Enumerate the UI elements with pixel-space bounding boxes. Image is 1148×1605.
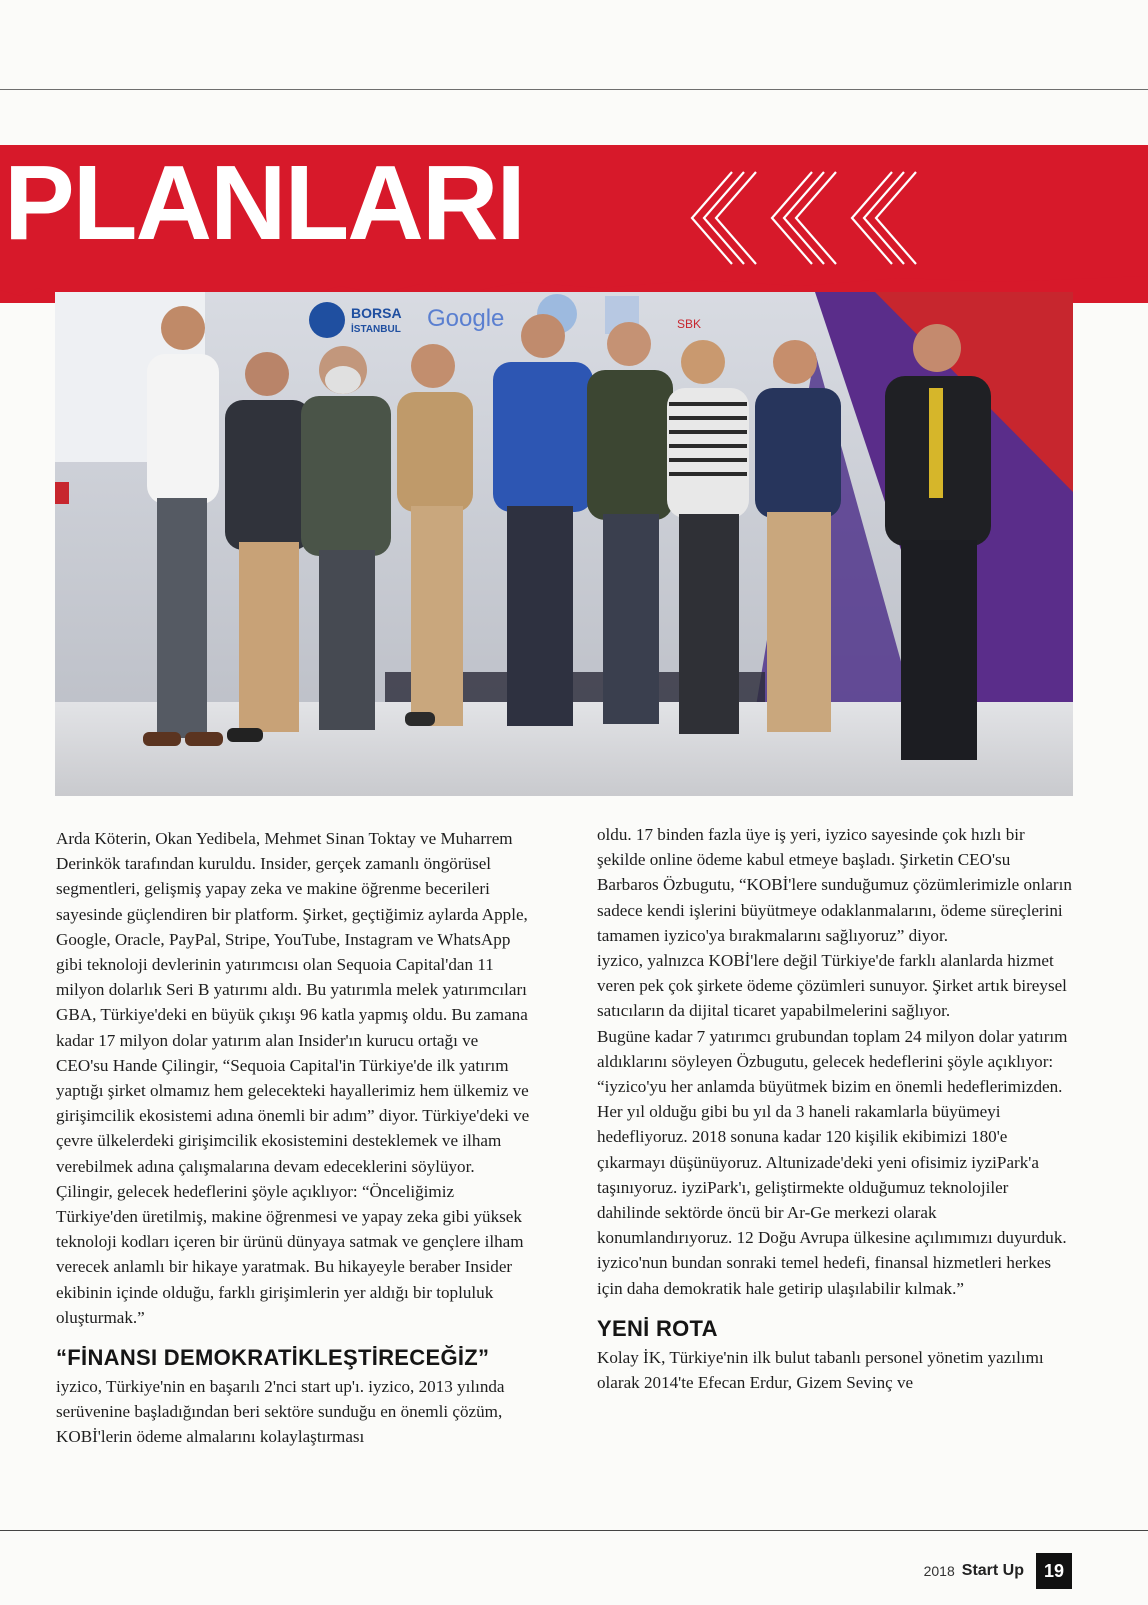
chevron-decoration-icon bbox=[688, 168, 928, 268]
article-column-left bbox=[56, 826, 531, 1450]
headline: PLANLARI bbox=[4, 144, 524, 262]
group-photo-illustration bbox=[55, 292, 1073, 796]
article-paragraph: “iyzico'yu her anlamda büyütmek bizim en önemli hedeflerimizden. Her yıl olduğu gibi bu yıl da 3 haneli rakamlarla büyümeyi hedefliyoruz. 2018 sonuna kadar 120 kişilik ekibimizi 180'e çıkarmayı düşünüyoruz. Altunizade'deki yeni ofisimiz iyziPark'a taşınıyoruz. iyziPark'ı, geliştirmekte olduğumuz teknolojiler dahilinde sektörde öncü bir Ar-Ge merkezi olarak konumlandırıyoruz. 12 Doğu Avrupa ülkesine açılımımızı duyurduk. iyzico'nun bundan sonraki temel hedefi, finansal hizmetleri herkes için daha demokratik hale getirip ulaşılabilir kılmak.” bbox=[597, 1077, 1067, 1298]
person-8 bbox=[755, 340, 841, 732]
article-paragraph: iyzico, Türkiye'nin en başarılı 2'nci start up'ı. iyzico, 2013 yılında serüvenine başladığından beri sektöre sunduğu en önemli çözüm, KOBİ'lerin ödeme almalarını kolaylaştırması bbox=[56, 1377, 505, 1447]
article-paragraph: oldu. 17 binden fazla üye iş yeri, iyzico sayesinde çok hızlı bir şekilde online ödeme kabul etmeye başladı. Şirketin CEO'su Barbaros Özbugutu, “KOBİ'lere sunduğumuz çözümlerimizle onların sadece kendi işlerini büyütmeye odaklanmalarını, ödeme süreçlerini tamamen iyzico'ya bırakmalarını sağlıyoruz” diyor. bbox=[597, 825, 1072, 945]
article-paragraph: iyzico, yalnızca KOBİ'lere değil Türkiye'de farklı alanlarda hizmet veren pek çok şirkete ödeme çözümleri sunuyor. Şirket artık bireysel satıcıların da dijital ticaret yapabilmelerini sağlıyor. bbox=[597, 951, 1067, 1021]
top-rule bbox=[0, 89, 1148, 90]
subheading-yeni-rota: YENİ ROTA bbox=[597, 1315, 718, 1341]
article-paragraph: Kolay İK, Türkiye'nin ilk bulut tabanlı personel yönetim yazılımı olarak 2014'te Efecan Erdur, Gizem Sevinç ve bbox=[597, 1347, 1044, 1393]
sponsor-google: Google bbox=[427, 305, 505, 332]
group-photo bbox=[55, 292, 1073, 796]
page-footer bbox=[924, 1553, 1148, 1589]
sponsor-sbk: SBK bbox=[677, 317, 702, 331]
person-7 bbox=[667, 340, 749, 734]
article-column-right bbox=[597, 822, 1072, 1395]
subheading-finans: “FİNANSI DEMOKRATİKLEŞTİRECEĞİZ” bbox=[56, 1345, 490, 1371]
page-number: 19 bbox=[1036, 1553, 1072, 1589]
article-paragraph: Bugüne kadar 7 yatırımcı grubundan toplam 24 milyon dolar yatırım aldıklarını söyleyen Özbugutu, gelecek hedeflerini şöyle açıklıyor: bbox=[597, 1026, 1068, 1071]
sponsor-borsa: BORSA bbox=[351, 305, 402, 321]
bottom-rule bbox=[0, 1530, 1148, 1531]
sponsor-istanbul: İSTANBUL bbox=[351, 324, 401, 335]
footer-year: 2018 bbox=[923, 1563, 955, 1579]
footer-magazine-name: Start Up bbox=[961, 1562, 1024, 1579]
article-paragraph: Arda Köterin, Okan Yedibela, Mehmet Sinan Toktay ve Muharrem Derinkök tarafından kuruldu. Insider, gerçek zamanlı öngörüsel segmentleri, gelişmiş yapay zeka ve makine öğrenme becerileri sayesinde güçlendiren bir platform. Şirket, geçtiğimiz aylarda Apple, Google, Oracle, PayPal, Stripe, YouTube, Instagram ve WhatsApp gibi teknoloji devlerinin yatırımcısı olan Sequoia Capital'dan 11 milyon dolarlık Seri B yatırımı aldı. Bu yatırımla melek yatırımcıları GBA, Türkiye'deki en büyük çıkışı 96 katla yapmış oldu. Bu zamana kadar 17 milyon dolar yatırım alan Insider'ın kurucu ortağı ve CEO'su Hande Çilingir, “Sequoia Capital'in Türkiye'de ilk yatırım yaptığı şirket olmamız hem gelecekteki hayallerimiz hem ülkemiz ve girişimcilik ekosistemi adına önemli bir adım” diyor. Türkiye'deki ve çevre ülkelerdeki girişimcilik ekosistemini desteklemek ve ilham verebilmek adına çalışmalarına devam edeceklerini söylüyor. Çilingir, gelecek hedeflerini şöyle açıklıyor: “Önceliğimiz Türkiye'den üretilmiş, makine öğrenmesi ve yapay zeka gibi yüksek teknoloji kodları içeren bir ürünü dünyaya satmak ve gençlere ilham verecek anlamlı bir hikaye yaratmak. Bu hikayeyle beraber Insider ekibinin içinde olduğu, farklı girişimlerin yer aldığı bir topluluk oluşturmak.” bbox=[56, 829, 530, 1327]
